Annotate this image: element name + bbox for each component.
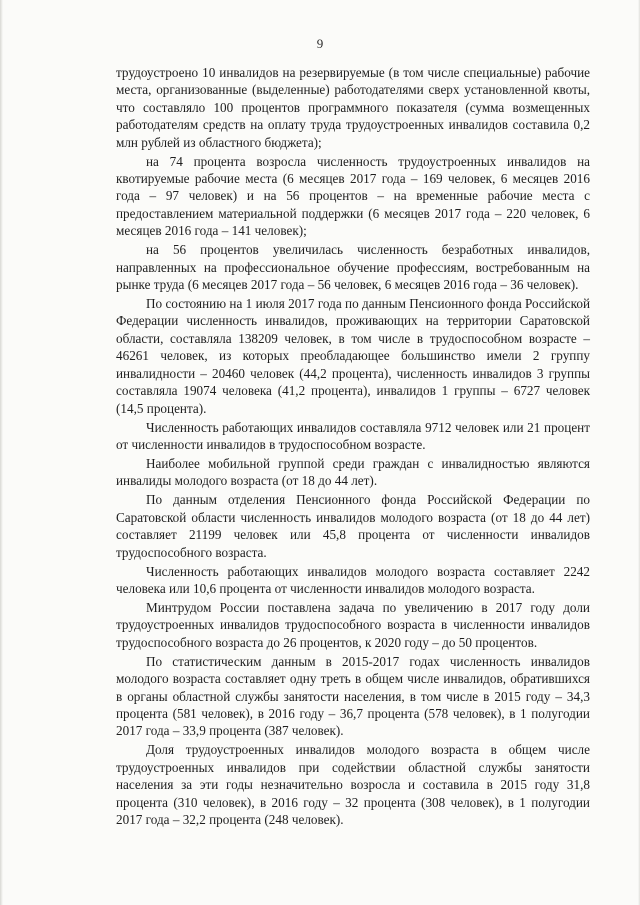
paragraph-1: трудоустроено 10 инвалидов на резервируемые (в том числе специальные) рабочие места, организованные (выделенные) работодателями сверх установленной квоты, что составляло 100 процентов программного показателя (сумма возмещенных работодателям средств на оплату труда трудоустроенных инвалидов составила 0,2 млн рублей из областного бюджета);	[116, 65, 590, 150]
paragraph-6: Наиболее мобильной группой среди граждан с инвалидностью являются инвалиды молодого возраста (от 18 до 44 лет).	[116, 455, 590, 489]
paragraph-2: на 74 процента возросла численность трудоустроенных инвалидов на квотируемые рабочие места (6 месяцев 2017 года – 169 человек, 6 месяцев 2016 года – 97 человек) и на 56 процентов – на временные рабочие места с предоставлением материальной поддержки (6 месяцев 2017 года – 220 человек, 6 месяцев 2016 года – 141 человек);	[116, 153, 590, 239]
paragraph-9: Минтрудом России поставлена задача по увеличению в 2017 году доли трудоустроенных инвалидов трудоспособного возраста в численности инвалидов трудоспособного возраста до 26 процентов, к 2020 году – до 50 процентов.	[116, 599, 590, 650]
scan-edge-left	[0, 0, 3, 905]
paragraph-3: на 56 процентов увеличилась численность безработных инвалидов, направленных на профессиональное обучение профессиям, востребованным на рынке труда (6 месяцев 2017 года – 56 человек, 6 месяцев 2016 года – 36 человек).	[116, 242, 590, 293]
paragraph-10: По статистическим данным в 2015-2017 годах численность инвалидов молодого возраста составляет одну треть в общем числе инвалидов, обратившихся в органы областной службы занятости населения, в том числе в 2015 году – 34,3 процента (581 человек), в 2016 году – 36,7 процента (578 человек), в 1 полугодии 2017 года – 33,9 процента (387 человек).	[116, 653, 590, 739]
paragraph-4: По состоянию на 1 июля 2017 года по данным Пенсионного фонда Российской Федерации численность инвалидов, проживающих на территории Саратовской области, составляла 138209 человек, в том числе в трудоспособном возрасте – 46261 человек, из которых преобладающее большинство имели 2 группу инвалидности – 20460 человек (44,2 процента), численность инвалидов 3 группы составляла 19074 человека (41,2 процента), инвалидов 1 группы – 6727 человек (14,5 процента).	[116, 296, 590, 416]
paragraph-7: По данным отделения Пенсионного фонда Российской Федерации по Саратовской области численность инвалидов молодого возраста (от 18 до 44 лет) составляет 21199 человек или 45,8 процента от численности инвалидов трудоспособного возраста.	[116, 492, 590, 560]
page-number: 9	[316, 36, 324, 51]
paragraph-11: Доля трудоустроенных инвалидов молодого возраста в общем числе трудоустроенных инвалидов при содействии областной службы занятости населения за эти годы незначительно возросла и составила в 2015 году 31,8 процента (310 человек), в 2016 году – 32 процента (308 человек), в 1 полугодии 2017 года – 32,2 процента (248 человек).	[116, 742, 590, 827]
document-body	[116, 64, 590, 830]
paragraph-5: Численность работающих инвалидов составляла 9712 человек или 21 процент от численности инвалидов в трудоспособном возрасте.	[116, 419, 590, 452]
paragraph-8: Численность работающих инвалидов молодого возраста составляет 2242 человека или 10,6 процента от численности инвалидов молодого возраста.	[116, 563, 590, 596]
